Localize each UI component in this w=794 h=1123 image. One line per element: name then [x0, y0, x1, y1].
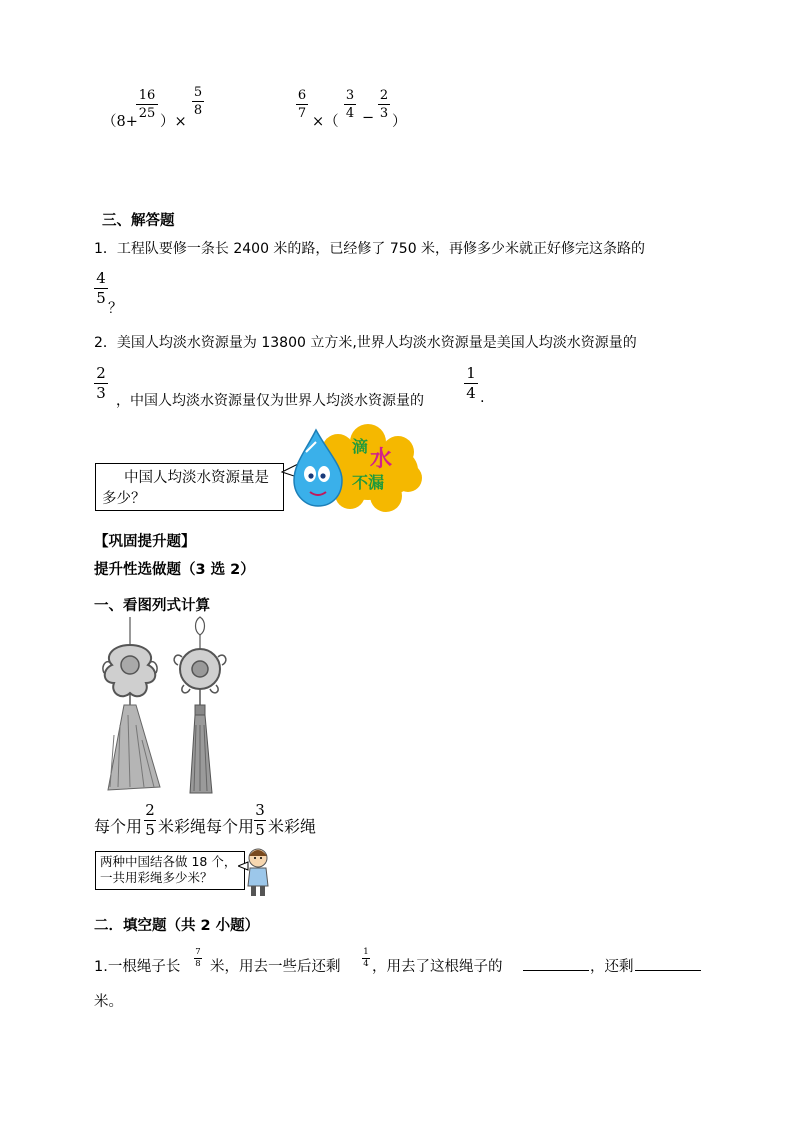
fraction-1-4: 1 4 [363, 947, 369, 969]
expr1-open: （8+ [102, 114, 138, 130]
question-2-end: . [480, 390, 485, 406]
fraction-16-25: 16 25 [136, 89, 158, 120]
question-2-mid: ，中国人均淡水资源量仅为世界人均淡水资源量的 [116, 393, 424, 409]
fill-q1-part-e: 米。 [94, 994, 123, 1010]
question-1-text: 1．工程队要修一条长 2400 米的路，已经修了 750 米，再修多少米就正好修完这条路的 [94, 241, 646, 257]
speech-text: 两种中国结各做 18 个，一共用彩绳多少米？ [100, 854, 237, 885]
fraction-6-7: 6 7 [297, 88, 307, 121]
fill-q1-part-a: 1.一根绳子长 [94, 959, 181, 975]
chinese-knot-left [103, 617, 160, 790]
expr2-minus: − [362, 110, 375, 126]
callout-text: 中国人均淡水资源量是多少？ [102, 470, 269, 507]
expr1-close-times: ）× [160, 114, 187, 130]
caption-part-c: 米彩绳 [268, 817, 317, 836]
part1-heading: 一、看图列式计算 [94, 598, 210, 614]
fill-q1-part-c: ，用去了这根绳子的 [372, 959, 503, 975]
callout-box [95, 463, 284, 511]
caption-part-a: 每个用 [94, 817, 143, 836]
fraction-2-3: 2 3 [379, 88, 389, 121]
badge-char-3: 不漏 [352, 473, 385, 492]
fraction-2-5: 2 5 [145, 801, 155, 839]
speech-box [95, 851, 245, 890]
badge-char-1: 滴 [352, 437, 369, 456]
expr2-close: ） [392, 114, 407, 130]
fraction-3-5: 3 5 [255, 801, 265, 839]
section-heading-answer: 三、解答题 [102, 213, 175, 229]
child-figure-icon [238, 846, 272, 898]
optional-subheading: 提升性选做题（3 选 2） [94, 562, 255, 578]
fraction-3-4: 3 4 [345, 88, 355, 121]
fraction-7-8: 7 8 [195, 947, 201, 969]
fraction-4-5: 4 5 [94, 271, 108, 306]
chinese-knot-right [174, 617, 226, 793]
badge-char-2: 水 [370, 446, 393, 472]
fill-q1-part-d: ，还剩 [590, 959, 634, 975]
fraction-2-3-q2: 2 3 [94, 366, 108, 401]
answer-blank-1[interactable] [523, 956, 589, 971]
fraction-1-4-q2: 1 4 [464, 366, 478, 401]
question-2-text: 2．美国人均淡水资源量为 13800 立方米,世界人均淡水资源量是美国人均淡水资源量的 [94, 335, 637, 351]
answer-blank-2[interactable] [635, 956, 701, 971]
question-1-end: ？ [108, 301, 123, 317]
fill-q1-part-b: 米，用去一些后还剩 [210, 959, 341, 975]
water-drop-badge [276, 422, 426, 518]
expr2-times-open: ×（ [312, 114, 339, 130]
consolidate-heading: 【巩固提升题】 [94, 534, 196, 550]
chinese-knots-image [100, 615, 250, 800]
fill-blank-heading: 二．填空题（共 2 小题） [94, 918, 260, 934]
fraction-5-8: 5 8 [193, 85, 203, 118]
caption-part-b: 米彩绳每个用 [158, 817, 255, 836]
